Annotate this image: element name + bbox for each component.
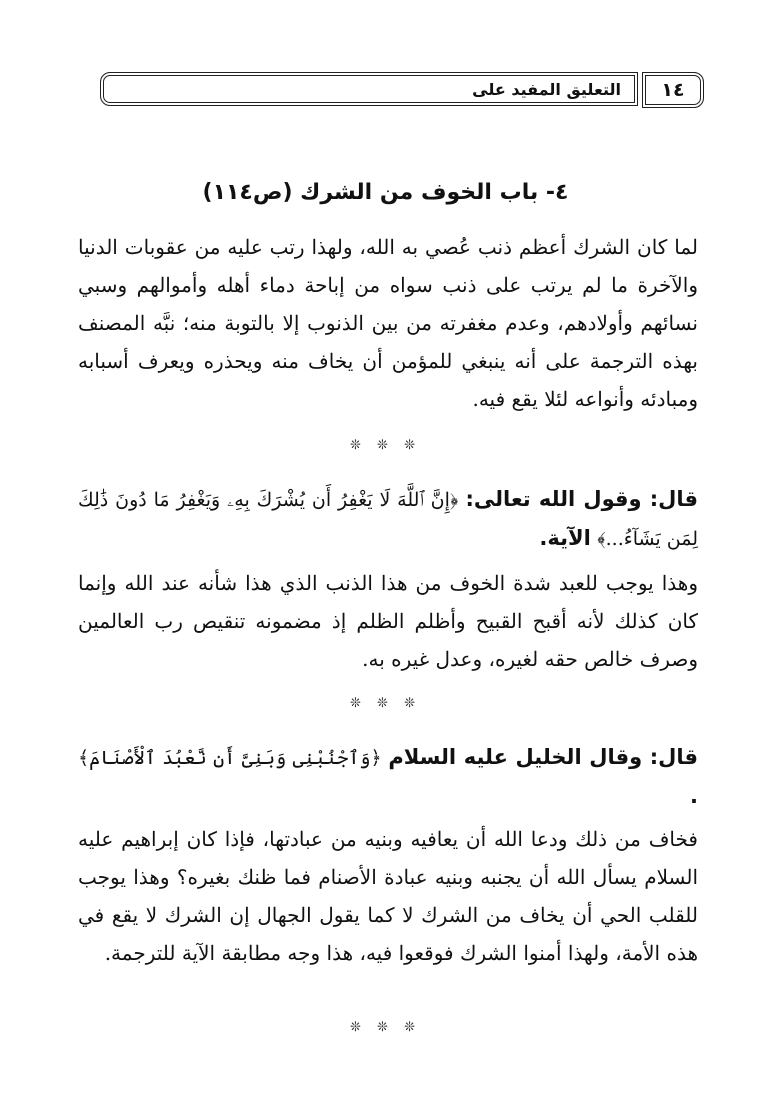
section1-quote (78, 480, 698, 558)
section1-ayah: ﴿إِنَّ ٱللَّهَ لَا يَغْفِرُ أَن يُشْرَكَ بِهِۦ وَيَغْفِرُ مَا دُونَ ذَٰلِكَ لِمَن يَشَآءُ...﴾ (78, 489, 698, 550)
section-separator: ❊ ❊ ❊ (350, 438, 421, 453)
running-header (100, 72, 704, 108)
section2-quote (78, 738, 698, 815)
section2-commentary: فخاف من ذلك ودعا الله أن يعافيه وبنيه من عبادتها، فإذا كان إبراهيم عليه السلام يسأل الله أن يجنبه وبنيه عبادة الأصنام فما ظنك بغيره؟ وهذا يوجب للقلب الحي أن يخاف من الشرك لا كما يقول الجهال إن الشرك لا يقع في هذه الأمة، ولهذا أمنوا الشرك فوقعوا فيه، هذا وجه مطابقة الآية للترجمة. (78, 827, 698, 965)
section-separator: ❊ ❊ ❊ (350, 1020, 421, 1035)
section2-tail: . (690, 784, 698, 808)
intro-paragraph: لما كان الشرك أعظم ذنب عُصي به الله، ولهذا رتب عليه من عقوبات الدنيا والآخرة ما لم يرتب على ذنب سواه من إباحة دماء أهله وأموالهم وسبي نسائهم وأولادهم، وعدم مغفرته من بين الذنوب إلا بالتوبة منه؛ نبَّه المصنف بهذه الترجمة على أنه ينبغي للمؤمن أن يخاف منه ويحذره ويعرف أسبابه ومبادئه وأنواعه لئلا يقع فيه. (78, 235, 698, 411)
section1-lead: قال: وقول الله تعالى: (465, 487, 698, 511)
section2-ayah: ﴿وَٱجْنُبْنِى وَبَنِىَّ أَن نَّعْبُدَ ٱلْأَصْنَامَ﴾ (78, 747, 382, 769)
chapter-title: ٤- باب الخوف من الشرك (ص١١٤) (202, 180, 569, 205)
section1-tail: الآية. (539, 526, 591, 550)
section-separator: ❊ ❊ ❊ (350, 696, 421, 711)
running-title: التعليق المفيد على (100, 72, 638, 106)
section2-lead: قال: وقال الخليل عليه السلام (388, 745, 699, 769)
page-number: ١٤ (642, 72, 704, 108)
section1-commentary: وهذا يوجب للعبد شدة الخوف من هذا الذنب الذي هذا شأنه عند الله وإنما كان كذلك لأنه أقبح القبيح وأظلم الظلم إذ مضمونه تنقيص رب العالمين وصرف خالص حقه لغيره، وعدل غيره به. (78, 571, 698, 671)
